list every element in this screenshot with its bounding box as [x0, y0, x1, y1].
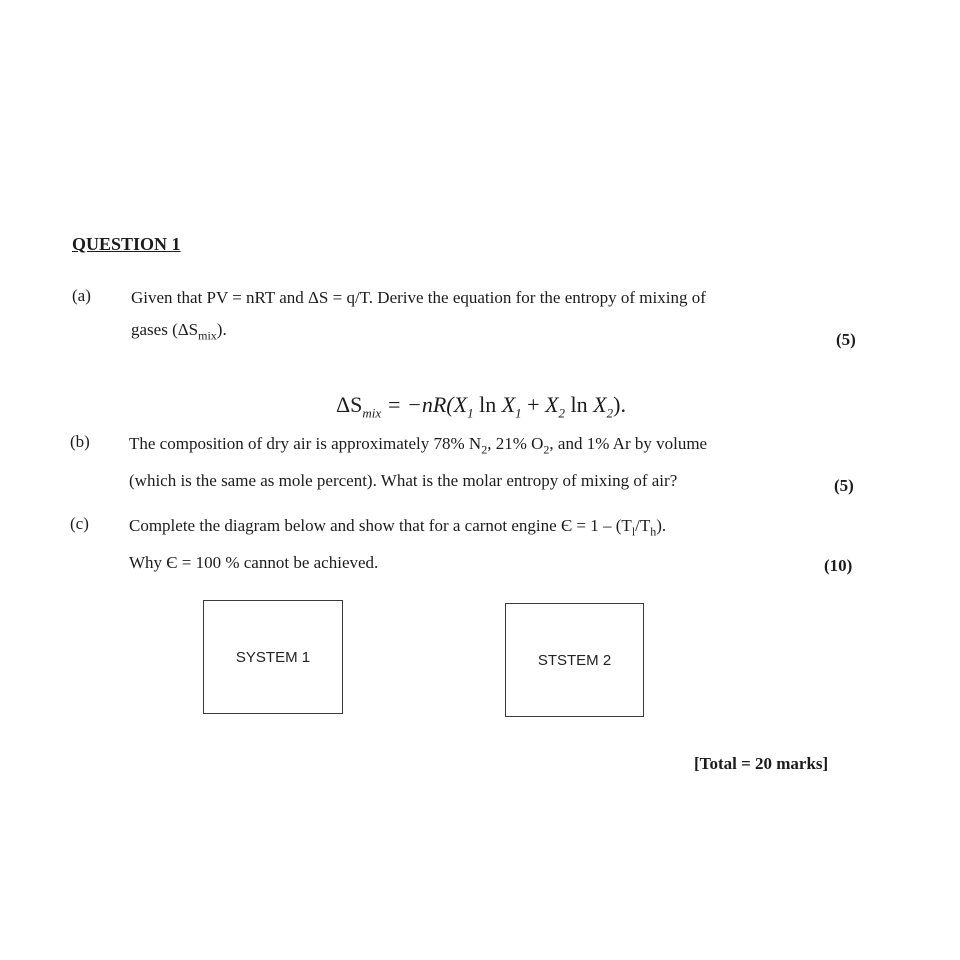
entropy-equation: $\Delta S_{mix} = -nR(X_1$ $\ln X_1 + X_2$ $\ln X_2$).	[336, 392, 626, 421]
part-c-line2: Why Є = 100 % cannot be achieved.	[129, 553, 379, 573]
total-marks: [Total = 20 marks]	[694, 754, 829, 773]
system-2-label: STSTEM 2	[537, 651, 612, 669]
part-b-line1: The composition of dry air is approximately 78% $N_2$, 21% $O_2$, and 1% Ar by volume	[129, 434, 708, 457]
part-b-text	[129, 432, 849, 493]
part-a-line1: Given that PV = nRT and ΔS = q/T. Derive the equation for the entropy of mixing of	[131, 288, 706, 307]
system-2-box	[505, 603, 644, 717]
part-a-label: (a)	[72, 286, 91, 305]
part-a-line2: gases $(\Delta S_{mix})$.	[131, 320, 227, 343]
system-1-label: SYSTEM 1	[235, 648, 311, 666]
part-c-line1: Complete the diagram below and show that for a carnot engine $Є = 1 - (T_l/T_h)$.	[129, 516, 667, 539]
system-1-box	[203, 600, 343, 714]
part-c-marks: (10)	[824, 556, 853, 575]
part-c-text	[129, 514, 849, 575]
part-a-text	[131, 286, 871, 347]
part-a-marks: (5)	[836, 330, 856, 349]
part-b-marks: (5)	[834, 476, 854, 495]
part-c-label: (c)	[70, 514, 89, 533]
question-heading: QUESTION 1	[72, 234, 181, 254]
part-b-line2: (which is the same as mole percent). What is the molar entropy of mixing of air?	[129, 471, 678, 491]
part-b-label: (b)	[70, 432, 90, 451]
